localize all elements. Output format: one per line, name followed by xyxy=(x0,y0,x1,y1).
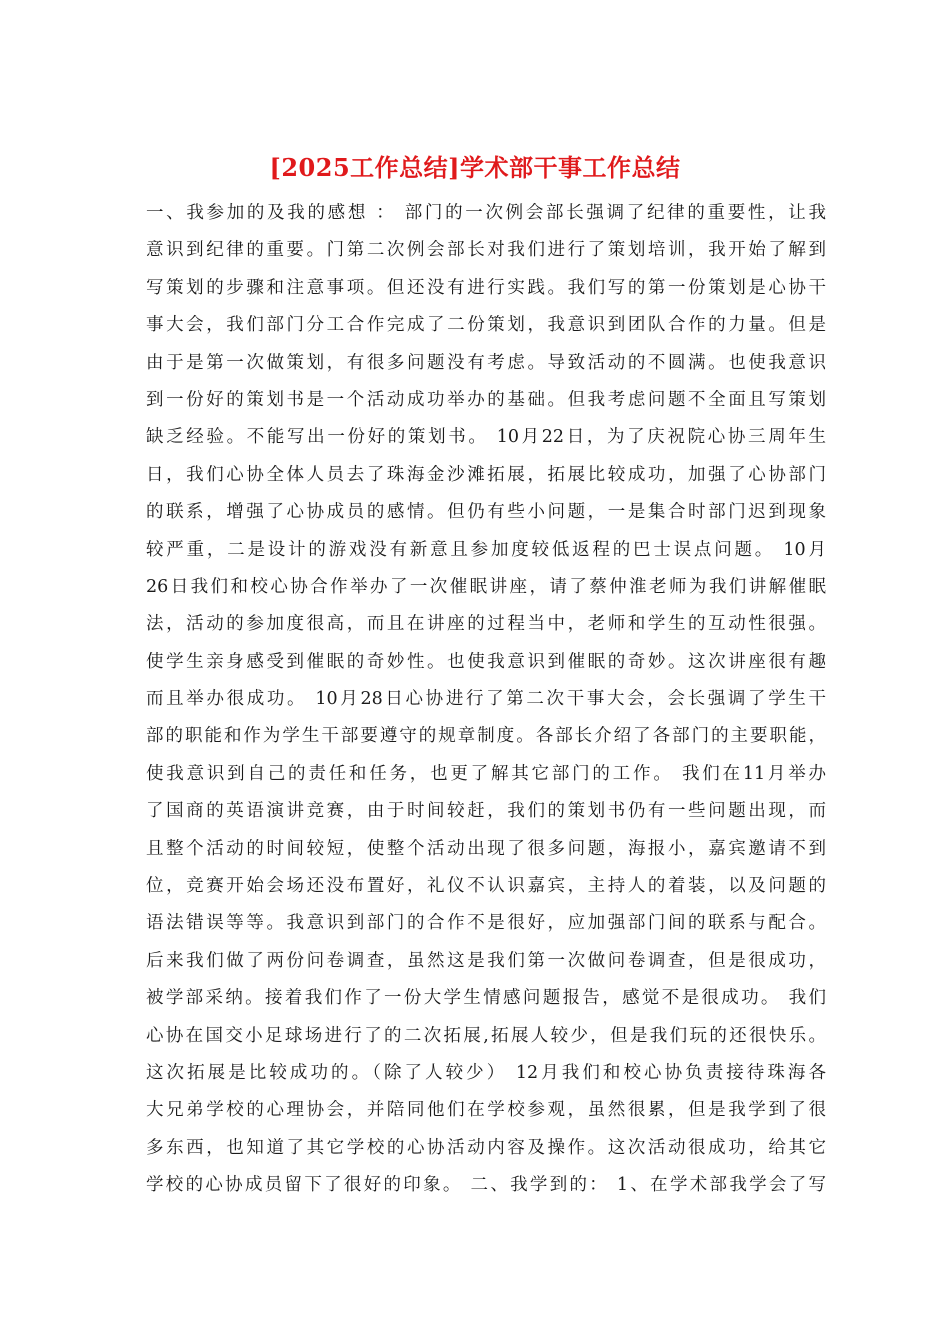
body-line: 使我意识到自己的责任和任务，也更了解其它部门的工作。 我们在11月举办 xyxy=(146,763,826,784)
body-line: 多东西，也知道了其它学校的心协活动内容及操作。这次活动很成功，给其它 xyxy=(146,1137,826,1158)
body-line: 位，竞赛开始会场还没布置好，礼仪不认识嘉宾，主持人的着装，以及问题的 xyxy=(146,876,826,897)
body-line: 而且举办很成功。 10月28日心协进行了第二次干事大会，会长强调了学生干 xyxy=(146,689,826,710)
body-line: 了国商的英语演讲竞赛，由于时间较赶，我们的策划书仍有一些问题出现，而 xyxy=(146,801,826,822)
body-line: 大兄弟学校的心理协会，并陪同他们在学校参观，虽然很累，但是我学到了很 xyxy=(146,1100,826,1121)
body-line: 部的职能和作为学生干部要遵守的规章制度。各部长介绍了各部门的主要职能， xyxy=(146,726,826,747)
document-title: [2025工作总结]学术部干事工作总结 xyxy=(269,153,681,182)
body-line: 被学部采纳。接着我们作了一份大学生情感问题报告，感觉不是很成功。 我们 xyxy=(146,988,826,1009)
body-line: 法，活动的参加度很高，而且在讲座的过程当中，老师和学生的互动性很强。 xyxy=(146,614,826,635)
body-line: 由于是第一次做策划，有很多问题没有考虑。导致活动的不圆满。也使我意识 xyxy=(146,352,826,373)
body-line: 意识到纪律的重要。门第二次例会部长对我们进行了策划培训，我开始了解到 xyxy=(146,240,826,261)
body-line: 写策划的步骤和注意事项。但还没有进行实践。我们写的第一份策划是心协干 xyxy=(146,277,826,298)
body-line: 日，我们心协全体人员去了珠海金沙滩拓展，拓展比较成功，加强了心协部门 xyxy=(146,464,826,485)
body-line: 事大会，我们部门分工合作完成了二份策划，我意识到团队合作的力量。但是 xyxy=(146,315,826,336)
body-line: 的联系，增强了心协成员的感情。但仍有些小问题，一是集合时部门迟到现象 xyxy=(146,502,826,523)
body-line: 较严重，二是设计的游戏没有新意且参加度较低返程的巴士误点问题。 10月 xyxy=(146,539,826,560)
body-line: 这次拓展是比较成功的。（除了人较少） 12月我们和校心协负责接待珠海各 xyxy=(146,1062,826,1083)
body-line: 26日我们和校心协合作举办了一次催眠讲座，请了蔡仲淮老师为我们讲解催眠 xyxy=(146,576,826,597)
body-line: 语法错误等等。我意识到部门的合作不是很好，应加强部门间的联系与配合。 xyxy=(146,913,826,934)
body-line: 学校的心协成员留下了很好的印象。 二、我学到的： 1、在学术部我学会了写 xyxy=(146,1175,826,1196)
body-line: 心协在国交小足球场进行了的二次拓展,拓展人较少，但是我们玩的还很快乐。 xyxy=(146,1025,826,1046)
body-line: 到一份好的策划书是一个活动成功举办的基础。但我考虑问题不全面且写策划 xyxy=(146,389,826,410)
body-line: 缺乏经验。不能写出一份好的策划书。 10月22日，为了庆祝院心协三周年生 xyxy=(146,427,826,448)
body-line: 一、我参加的及我的感想 ： 部门的一次例会部长强调了纪律的重要性，让我 xyxy=(146,203,826,223)
document-body xyxy=(146,195,826,1205)
body-line: 后来我们做了两份问卷调查，虽然这是我们第一次做问卷调查，但是很成功， xyxy=(146,950,826,971)
body-line: 且整个活动的时间较短，使整个活动出现了很多问题，海报小，嘉宾邀请不到 xyxy=(146,838,826,859)
body-line: 使学生亲身感受到催眠的奇妙性。也使我意识到催眠的奇妙。这次讲座很有趣 xyxy=(146,651,826,672)
